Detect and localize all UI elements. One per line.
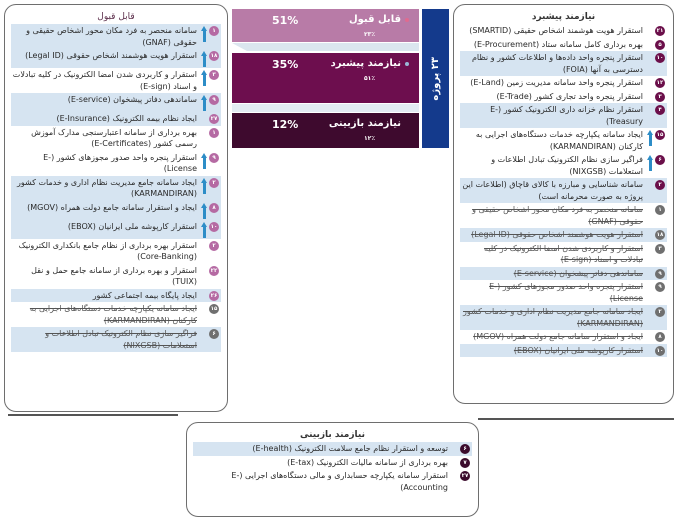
list-item: [11, 126, 221, 151]
bar-percent: 35%: [272, 58, 299, 71]
item-text: ایجاد پایگاه بیمه اجتماعی کشور: [92, 290, 197, 300]
list-item: [11, 289, 221, 303]
number-badge-icon: ۸: [655, 332, 665, 342]
item-text: استقرار پنجره واحد صدور مجوزهای کشور (E-License): [489, 282, 643, 303]
list-item: [460, 305, 667, 330]
list-item: [460, 38, 667, 52]
bar-needs-review: [232, 113, 419, 148]
advance-panel: [453, 4, 674, 404]
list-item: [460, 153, 667, 178]
number-badge-icon: ۶: [209, 329, 219, 339]
item-text: توسعه و استقرار نظام جامع سلامت الکترونیک (E-health): [252, 444, 448, 453]
item-markers: [197, 202, 219, 219]
divider: [232, 104, 419, 112]
item-markers: [643, 77, 665, 88]
up-arrow-icon: [201, 51, 208, 67]
item-markers: [197, 328, 219, 339]
item-text: استقرار هویت هوشمند اشخاص حقوقی (Legal ID): [471, 230, 643, 239]
list-item: [460, 51, 667, 76]
item-markers: [197, 69, 219, 86]
bar-label: نیازمند بازبینی: [328, 118, 401, 129]
list-item: [460, 267, 667, 281]
item-text: استقرار هویت هوشمند اشخاص حقوقی (Legal ID): [25, 51, 197, 60]
number-badge-icon: ۳: [655, 244, 665, 254]
item-markers: [448, 443, 470, 454]
item-markers: [643, 229, 665, 240]
number-badge-icon: ۲۶: [210, 292, 218, 299]
list-item: [11, 220, 221, 239]
list-item: [11, 49, 221, 68]
divider: [478, 418, 674, 420]
item-text: سامانه منحصر به فرد مکان محور اشخاص حقیقی و حقوقی (GNAF): [26, 26, 197, 47]
number-badge-icon: ۱۰: [210, 223, 218, 230]
project-count-text: ۲۳ پروژه: [430, 56, 441, 101]
number-badge-icon: ۱۵: [210, 306, 218, 312]
number-badge-icon: ۱۸: [210, 53, 218, 59]
accept-list: [11, 24, 221, 352]
number-badge-icon: ۹: [209, 153, 219, 163]
item-markers: [643, 154, 665, 171]
number-badge-icon: ۶: [655, 155, 665, 165]
item-markers: [197, 152, 219, 169]
number-badge-icon: ۱: [655, 205, 665, 215]
number-badge-icon: ۳: [209, 70, 219, 80]
list-item: [460, 24, 667, 38]
project-count-label: [422, 9, 449, 148]
number-badge-icon: ۲۱: [656, 28, 664, 34]
item-text: ایجاد سامانه یکپارچه خدمات دستگاه‌های اجرایی به کارکنان (KARMANDIRAN): [475, 130, 643, 151]
item-markers: [197, 265, 219, 276]
item-markers: [643, 39, 665, 50]
accept-panel-title: قابل قبول: [97, 12, 135, 22]
number-badge-icon: ۷: [460, 458, 470, 468]
up-arrow-icon: [647, 130, 654, 146]
bullet-icon: [405, 18, 409, 22]
item-markers: [448, 470, 470, 481]
review-list: [193, 442, 472, 494]
list-item: [460, 178, 667, 203]
item-text: ساماندهی دفاتر پیشخوان (E-service): [67, 95, 197, 104]
list-item: [193, 442, 472, 456]
list-item: [11, 264, 221, 289]
number-badge-icon: ۳: [655, 92, 665, 102]
item-markers: [197, 240, 219, 251]
list-item: [11, 93, 221, 112]
number-badge-icon: ۱: [209, 128, 219, 138]
number-badge-icon: ۲۷: [210, 116, 218, 122]
item-markers: [643, 129, 665, 146]
number-badge-icon: ۲: [655, 307, 665, 317]
item-markers: [643, 243, 665, 254]
item-text: بهره برداری از سامانه مالیات الکترونیک (E-tax): [287, 457, 448, 467]
item-text: ساماندهی دفاتر پیشخوان (E-service): [513, 268, 643, 278]
list-item: [11, 112, 221, 126]
list-item: [11, 176, 221, 201]
item-text: ایجاد و استقرار سامانه جامع دولت همراه (MGOV): [473, 332, 643, 341]
bar-sublabel: ۵۱٪: [364, 75, 375, 82]
item-text: بهره برداری از سامانه اعتبارسنجی مدارک آموزش رسمی کشور (E-Certificates): [31, 127, 197, 148]
item-markers: [643, 104, 665, 115]
item-markers: [643, 281, 665, 292]
item-markers: [643, 268, 665, 279]
number-badge-icon: ۹: [655, 282, 665, 292]
number-badge-icon: ۹: [655, 269, 665, 279]
number-badge-icon: ۲۷: [461, 473, 469, 479]
number-badge-icon: ۲۲: [210, 267, 218, 274]
number-badge-icon: ۱: [209, 26, 219, 36]
item-markers: [643, 345, 665, 356]
item-markers: [643, 306, 665, 317]
number-badge-icon: ۵: [655, 40, 665, 50]
item-text: سامانه منحصر به فرد مکان محور اشخاص حقیقی و حقوقی (GNAF): [472, 205, 643, 226]
item-text: ایجاد سامانه جامع مدیریت نظام اداری و خدمات کشور (KARMANDIRAN): [17, 177, 197, 198]
list-item: [193, 456, 472, 470]
item-text: استقرار بهره برداری از نظام جامع بانکداری الکترونیک (Core-Banking): [18, 240, 197, 261]
status-chart: [232, 9, 449, 148]
up-arrow-icon: [201, 70, 208, 86]
bar-percent: 51%: [272, 14, 299, 27]
number-badge-icon: ۱۵: [656, 132, 664, 138]
item-text: استقرار سامانه یکپارچه حسابداری و مالی دستگاه‌های اجرایی (E-Accounting): [231, 471, 448, 492]
bar-label: قابل قبول: [348, 14, 401, 25]
item-text: استقرار پنجره واحد صدور مجوزهای کشور (E-License): [43, 152, 197, 173]
list-item: [460, 242, 667, 267]
item-text: ایجاد سامانه جامع مدیریت نظام اداری و خدمات کشور (KARMANDIRAN): [463, 307, 643, 328]
item-markers: [197, 50, 219, 67]
item-markers: [197, 127, 219, 138]
list-item: [460, 128, 667, 153]
item-text: استقرار پنجره واحد داده‌ها و اطلاعات کشور و نظام دسترسی به آنها (FOIA): [471, 53, 643, 74]
advance-panel-title: نیازمند پیشبرد: [531, 12, 596, 22]
list-item: [460, 90, 667, 104]
bar-needs-advance: [232, 53, 419, 103]
list-item: [460, 344, 667, 358]
list-item: [11, 151, 221, 176]
number-badge-icon: ۱۸: [656, 232, 664, 238]
up-arrow-icon: [201, 26, 208, 42]
item-markers: [197, 94, 219, 111]
list-item: [460, 103, 667, 128]
list-item: [11, 302, 221, 327]
item-text: سامانه شناسایی و مبارزه با کالای قاچاق (اطلاعات این پروژه به صورت محرمانه است): [462, 180, 643, 201]
item-markers: [197, 221, 219, 238]
up-arrow-icon: [201, 203, 208, 219]
list-item: [11, 24, 221, 49]
divider: [8, 414, 178, 416]
list-item: [11, 239, 221, 264]
item-text: استقرار و کاربردی شدن امضا الکترونیک در کلیه تبادلات و اسناد (E-sign): [484, 243, 643, 264]
item-markers: [643, 91, 665, 102]
list-item: [460, 330, 667, 344]
item-markers: [448, 457, 470, 468]
number-badge-icon: ۲: [209, 241, 219, 251]
item-markers: [643, 52, 665, 63]
item-text: بهره برداری کامل سامانه ستاد (E-Procurement): [473, 39, 643, 49]
item-text: استقرار کارپوشه ملی ایرانیان (EBOX): [513, 345, 643, 355]
item-text: فراگیر سازی نظام الکترونیک تبادل اطلاعات و استعلامات (NIXGSB): [491, 155, 643, 176]
number-badge-icon: ۸: [209, 203, 219, 213]
item-text: فراگیر سازی نظام الکترونیک تبادل اطلاعات و استعلامات (NIXGSB): [45, 329, 197, 350]
list-item: [11, 201, 221, 220]
number-badge-icon: ۶: [460, 444, 470, 454]
item-markers: [643, 331, 665, 342]
item-markers: [197, 303, 219, 314]
list-item: [460, 203, 667, 228]
number-badge-icon: ۱۲: [656, 80, 664, 86]
list-item: [193, 469, 472, 494]
number-badge-icon: ۴: [655, 105, 665, 115]
up-arrow-icon: [647, 155, 654, 171]
bullet-icon: [405, 62, 409, 66]
list-item: [460, 280, 667, 305]
item-text: استقرار و کاربردی شدن امضا الکترونیک در کلیه تبادلات و اسناد (E-sign): [12, 70, 197, 91]
advance-list: [460, 24, 667, 357]
item-text: ایجاد و استقرار سامانه جامع دولت همراه (MGOV): [27, 202, 197, 212]
item-markers: [643, 25, 665, 36]
number-badge-icon: ۹: [209, 95, 219, 105]
item-markers: [197, 25, 219, 42]
accept-panel: [4, 4, 228, 412]
item-text: استقرار هویت هوشمند اشخاص حقیقی (SMARTID): [469, 26, 643, 35]
number-badge-icon: ۲: [209, 178, 219, 188]
divider: [232, 43, 419, 51]
item-markers: [643, 179, 665, 190]
list-item: [460, 228, 667, 242]
item-text: استقرار کارپوشه ملی ایرانیان (EBOX): [67, 221, 197, 231]
item-text: استقرار پنجره واحد تجاری کشور (E-Trade): [496, 91, 643, 101]
item-text: ایجاد نظام بیمه الکترونیک (E-Insurance): [56, 114, 197, 123]
item-markers: [197, 177, 219, 194]
bar-percent: 12%: [272, 118, 299, 131]
up-arrow-icon: [201, 95, 208, 111]
review-panel-title: نیازمند بازبینی: [300, 430, 365, 440]
number-badge-icon: ۲: [655, 180, 665, 190]
number-badge-icon: ۱۰: [656, 347, 664, 354]
item-text: استقرار نظام خزانه داری الکترونیک کشور (E-Treasury): [490, 105, 643, 126]
item-text: ایجاد سامانه یکپارچه خدمات دستگاه‌های اجرایی به کارکنان (KARMANDIRAN): [29, 304, 197, 325]
number-badge-icon: ۱۰: [656, 55, 664, 61]
up-arrow-icon: [201, 178, 208, 194]
item-markers: [643, 204, 665, 215]
list-item: [11, 327, 221, 352]
up-arrow-icon: [201, 222, 208, 238]
bar-label: نیازمند پیشبرد: [330, 58, 401, 69]
up-arrow-icon: [201, 153, 208, 169]
item-text: استقرار و بهره برداری از سامانه جامع حمل و نقل (TUIX): [31, 265, 197, 286]
item-markers: [197, 290, 219, 301]
bar-acceptable: [232, 9, 419, 42]
list-item: [11, 68, 221, 93]
item-text: استقرار پنجره واحد سامانه مدیریت زمین (E-Land): [470, 78, 643, 87]
bar-sublabel: ۱۲٪: [364, 135, 375, 142]
item-markers: [197, 113, 219, 124]
list-item: [460, 76, 667, 90]
bar-sublabel: ۲۳٪: [364, 31, 375, 38]
review-panel: [186, 422, 479, 517]
